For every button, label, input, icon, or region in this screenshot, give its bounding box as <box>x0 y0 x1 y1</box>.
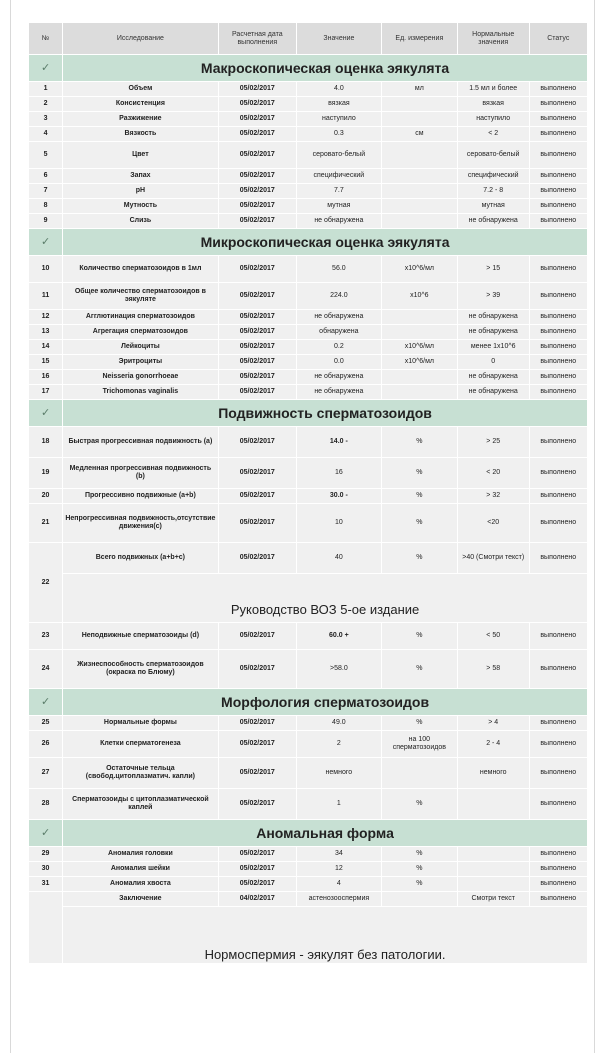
test-name: Количество сперматозоидов в 1мл <box>63 256 218 282</box>
table-row <box>29 214 587 228</box>
test-date: 05/02/2017 <box>219 127 296 141</box>
test-norm: мутная <box>458 199 529 213</box>
test-value: наступило <box>297 112 381 126</box>
table-row <box>29 650 587 688</box>
test-unit <box>382 310 457 324</box>
section-header <box>29 820 587 846</box>
test-unit: % <box>382 504 457 542</box>
test-status: выполнено <box>530 543 587 573</box>
test-unit: x10^6/мл <box>382 340 457 354</box>
test-value: 0.3 <box>297 127 381 141</box>
header-status: Статус <box>530 23 587 54</box>
test-value: 7.7 <box>297 184 381 198</box>
table-row <box>29 325 587 339</box>
test-date: 05/02/2017 <box>219 169 296 183</box>
test-status: выполнено <box>530 112 587 126</box>
row-number: 3 <box>29 112 62 126</box>
table-row <box>29 184 587 198</box>
test-name: Слизь <box>63 214 218 228</box>
test-unit <box>382 169 457 183</box>
test-unit: % <box>382 623 457 649</box>
test-unit: % <box>382 650 457 688</box>
test-norm <box>458 789 529 819</box>
test-date: 05/02/2017 <box>219 862 296 876</box>
test-norm: > 39 <box>458 283 529 309</box>
test-unit: % <box>382 458 457 488</box>
test-value: серовато-белый <box>297 142 381 168</box>
test-name: Сперматозоиды с цитоплазматической каплей <box>63 789 218 819</box>
test-date: 05/02/2017 <box>219 543 296 573</box>
test-status: выполнено <box>530 504 587 542</box>
test-value: 4 <box>297 877 381 891</box>
test-date: 05/02/2017 <box>219 623 296 649</box>
test-name: Эритроциты <box>63 355 218 369</box>
test-name: Жизнеспособность сперматозоидов (окраска по Блюму) <box>63 650 218 688</box>
results-body <box>29 55 587 963</box>
test-name: Медленная прогрессивная подвижность (b) <box>63 458 218 488</box>
table-row <box>29 758 587 788</box>
test-unit <box>382 758 457 788</box>
test-value: 12 <box>297 862 381 876</box>
test-date: 05/02/2017 <box>219 650 296 688</box>
test-status: выполнено <box>530 458 587 488</box>
test-date: 05/02/2017 <box>219 310 296 324</box>
row-number: 23 <box>29 623 62 649</box>
test-status: выполнено <box>530 214 587 228</box>
table-row <box>29 370 587 384</box>
test-norm: 0 <box>458 355 529 369</box>
table-row <box>29 427 587 457</box>
test-unit: см <box>382 127 457 141</box>
test-name: Заключение <box>63 892 218 906</box>
test-norm: специфический <box>458 169 529 183</box>
test-name: Консистенция <box>63 97 218 111</box>
row-number: 1 <box>29 82 62 96</box>
test-status: выполнено <box>530 169 587 183</box>
test-unit: % <box>382 716 457 730</box>
test-norm: не обнаружена <box>458 325 529 339</box>
test-norm: > 15 <box>458 256 529 282</box>
test-name: Клетки сперматогенеза <box>63 731 218 757</box>
test-date: 05/02/2017 <box>219 142 296 168</box>
test-unit: % <box>382 862 457 876</box>
row-number: 11 <box>29 283 62 309</box>
test-date: 05/02/2017 <box>219 355 296 369</box>
test-norm: не обнаружена <box>458 214 529 228</box>
test-name: Вязкость <box>63 127 218 141</box>
test-norm: Смотри текст <box>458 892 529 906</box>
test-date: 05/02/2017 <box>219 256 296 282</box>
test-name: pH <box>63 184 218 198</box>
test-status: выполнено <box>530 385 587 399</box>
row-number: 25 <box>29 716 62 730</box>
test-norm: наступило <box>458 112 529 126</box>
table-row <box>29 340 587 354</box>
test-norm: > 32 <box>458 489 529 503</box>
row-number: 16 <box>29 370 62 384</box>
test-status: выполнено <box>530 623 587 649</box>
test-unit <box>382 97 457 111</box>
table-row <box>29 458 587 488</box>
header-number: № <box>29 23 62 54</box>
test-norm: 1.5 мл и более <box>458 82 529 96</box>
test-norm: серовато-белый <box>458 142 529 168</box>
header-norm: Нормальные значения <box>458 23 529 54</box>
row-number: 20 <box>29 489 62 503</box>
test-status: выполнено <box>530 310 587 324</box>
test-date: 05/02/2017 <box>219 789 296 819</box>
test-unit <box>382 184 457 198</box>
test-status: выполнено <box>530 97 587 111</box>
section-header <box>29 689 587 715</box>
test-status: выполнено <box>530 489 587 503</box>
row-number: 31 <box>29 877 62 891</box>
test-name: Neisseria gonorrhoeae <box>63 370 218 384</box>
test-status: выполнено <box>530 199 587 213</box>
test-status: выполнено <box>530 82 587 96</box>
test-unit: % <box>382 789 457 819</box>
test-status: выполнено <box>530 892 587 906</box>
row-number: 17 <box>29 385 62 399</box>
test-name: Запах <box>63 169 218 183</box>
test-date: 05/02/2017 <box>219 847 296 861</box>
test-norm: >40 (Смотри текст) <box>458 543 529 573</box>
test-date: 05/02/2017 <box>219 489 296 503</box>
check-icon: ✓ <box>29 55 62 81</box>
test-value: 0.0 <box>297 355 381 369</box>
test-name: Агрегация сперматозоидов <box>63 325 218 339</box>
test-status: выполнено <box>530 427 587 457</box>
table-row <box>29 112 587 126</box>
test-name: Цвет <box>63 142 218 168</box>
row-number: 22 <box>29 543 62 622</box>
row-number: 2 <box>29 97 62 111</box>
row-number: 6 <box>29 169 62 183</box>
table-row <box>29 385 587 399</box>
section-title: Подвижность сперматозоидов <box>63 400 587 426</box>
test-status: выполнено <box>530 847 587 861</box>
table-row <box>29 489 587 503</box>
test-date: 05/02/2017 <box>219 385 296 399</box>
test-name: Trichomonas vaginalis <box>63 385 218 399</box>
test-name: Непрогрессивная подвижность,отсутствие движения(c) <box>63 504 218 542</box>
row-number: 15 <box>29 355 62 369</box>
test-status: выполнено <box>530 370 587 384</box>
table-row <box>29 731 587 757</box>
section-header <box>29 55 587 81</box>
row-number: 5 <box>29 142 62 168</box>
conclusion-row <box>29 907 587 963</box>
table-row <box>29 355 587 369</box>
test-unit <box>382 385 457 399</box>
test-unit <box>382 892 457 906</box>
test-date: 05/02/2017 <box>219 283 296 309</box>
row-number: 10 <box>29 256 62 282</box>
test-norm: не обнаружена <box>458 310 529 324</box>
test-unit <box>382 199 457 213</box>
test-norm: < 50 <box>458 623 529 649</box>
test-date: 05/02/2017 <box>219 504 296 542</box>
check-icon: ✓ <box>29 689 62 715</box>
test-norm: < 2 <box>458 127 529 141</box>
test-unit <box>382 370 457 384</box>
test-date: 05/02/2017 <box>219 370 296 384</box>
header-date: Расчетная дата выполнения <box>219 23 296 54</box>
test-norm: менее 1x10^6 <box>458 340 529 354</box>
test-name: Быстрая прогрессивная подвижность (a) <box>63 427 218 457</box>
test-date: 05/02/2017 <box>219 758 296 788</box>
section-header <box>29 400 587 426</box>
test-status: выполнено <box>530 325 587 339</box>
test-value: 30.0 - <box>297 489 381 503</box>
test-status: выполнено <box>530 142 587 168</box>
table-row <box>29 256 587 282</box>
test-value: обнаружена <box>297 325 381 339</box>
row-number: 28 <box>29 789 62 819</box>
row-number: 18 <box>29 427 62 457</box>
test-value: немного <box>297 758 381 788</box>
header-test: Исследование <box>63 23 218 54</box>
note-row <box>29 574 587 622</box>
row-number: 21 <box>29 504 62 542</box>
section-title: Аномальная форма <box>63 820 587 846</box>
row-number: 19 <box>29 458 62 488</box>
section-title: Морфология сперматозоидов <box>63 689 587 715</box>
test-name: Аномалия шейки <box>63 862 218 876</box>
test-name: Остаточные тельца (свобод.цитоплазматич. капли) <box>63 758 218 788</box>
test-status: выполнено <box>530 127 587 141</box>
test-name: Аномалия головки <box>63 847 218 861</box>
table-row <box>29 623 587 649</box>
test-value: 16 <box>297 458 381 488</box>
row-number: 7 <box>29 184 62 198</box>
test-status: выполнено <box>530 731 587 757</box>
test-status: выполнено <box>530 283 587 309</box>
test-unit: % <box>382 427 457 457</box>
test-unit: % <box>382 847 457 861</box>
test-unit <box>382 112 457 126</box>
table-row <box>29 169 587 183</box>
test-name: Объем <box>63 82 218 96</box>
table-row <box>29 504 587 542</box>
test-name: Агглютинация сперматозоидов <box>63 310 218 324</box>
row-number: 27 <box>29 758 62 788</box>
test-norm: 7.2 - 8 <box>458 184 529 198</box>
test-name: Прогрессивно подвижные (a+b) <box>63 489 218 503</box>
test-status: выполнено <box>530 877 587 891</box>
table-row <box>29 310 587 324</box>
section-header <box>29 229 587 255</box>
test-value: 34 <box>297 847 381 861</box>
test-status: выполнено <box>530 340 587 354</box>
test-name: Неподвижные сперматозоиды (d) <box>63 623 218 649</box>
table-row <box>29 862 587 876</box>
test-status: выполнено <box>530 862 587 876</box>
row-number: 14 <box>29 340 62 354</box>
row-number: 4 <box>29 127 62 141</box>
test-norm <box>458 877 529 891</box>
test-norm: <20 <box>458 504 529 542</box>
table-row <box>29 127 587 141</box>
row-number: 29 <box>29 847 62 861</box>
test-norm: > 4 <box>458 716 529 730</box>
section-title: Микроскопическая оценка эякулята <box>63 229 587 255</box>
table-row <box>29 543 587 573</box>
row-number: 8 <box>29 199 62 213</box>
test-unit: % <box>382 489 457 503</box>
test-name: Разжижение <box>63 112 218 126</box>
test-date: 05/02/2017 <box>219 731 296 757</box>
test-name: Нормальные формы <box>63 716 218 730</box>
test-value: вязкая <box>297 97 381 111</box>
test-norm: вязкая <box>458 97 529 111</box>
test-unit: x10^6/мл <box>382 355 457 369</box>
test-unit: % <box>382 543 457 573</box>
test-unit <box>382 325 457 339</box>
test-date: 05/02/2017 <box>219 427 296 457</box>
test-value: 224.0 <box>297 283 381 309</box>
test-norm: не обнаружена <box>458 370 529 384</box>
test-norm <box>458 862 529 876</box>
table-row <box>29 789 587 819</box>
test-value: не обнаружена <box>297 214 381 228</box>
table-row <box>29 82 587 96</box>
test-date: 05/02/2017 <box>219 112 296 126</box>
test-value: 56.0 <box>297 256 381 282</box>
check-icon: ✓ <box>29 400 62 426</box>
test-date: 05/02/2017 <box>219 199 296 213</box>
test-name: Лейкоциты <box>63 340 218 354</box>
test-value: не обнаружена <box>297 385 381 399</box>
test-unit: на 100 сперматозоидов <box>382 731 457 757</box>
row-number: 30 <box>29 862 62 876</box>
row-number: 26 <box>29 731 62 757</box>
check-icon: ✓ <box>29 820 62 846</box>
test-value: не обнаружена <box>297 370 381 384</box>
note-text: Руководство ВОЗ 5-ое издание <box>63 574 587 622</box>
test-date: 05/02/2017 <box>219 877 296 891</box>
check-icon: ✓ <box>29 229 62 255</box>
test-value: 60.0 + <box>297 623 381 649</box>
test-value: 10 <box>297 504 381 542</box>
test-date: 05/02/2017 <box>219 214 296 228</box>
test-status: выполнено <box>530 256 587 282</box>
results-table <box>28 22 588 964</box>
test-name: Общее количество сперматозоидов в эякуляте <box>63 283 218 309</box>
table-row <box>29 142 587 168</box>
table-row <box>29 716 587 730</box>
header-value: Значение <box>297 23 381 54</box>
test-norm: не обнаружена <box>458 385 529 399</box>
test-unit: мл <box>382 82 457 96</box>
test-status: выполнено <box>530 650 587 688</box>
test-norm <box>458 847 529 861</box>
test-date: 05/02/2017 <box>219 82 296 96</box>
table-row <box>29 97 587 111</box>
test-value: 49.0 <box>297 716 381 730</box>
header-unit: Ед. измерения <box>382 23 457 54</box>
test-status: выполнено <box>530 789 587 819</box>
test-date: 05/02/2017 <box>219 184 296 198</box>
header-row <box>29 23 587 54</box>
test-value: астенозооспермия <box>297 892 381 906</box>
test-norm: немного <box>458 758 529 788</box>
test-value: специфический <box>297 169 381 183</box>
test-norm: > 58 <box>458 650 529 688</box>
test-value: 2 <box>297 731 381 757</box>
test-value: 40 <box>297 543 381 573</box>
conclusion-text: Нормоспермия - эякулят без патологии. <box>63 907 587 963</box>
row-number: 13 <box>29 325 62 339</box>
test-unit: x10^6/мл <box>382 256 457 282</box>
test-status: выполнено <box>530 184 587 198</box>
test-value: 1 <box>297 789 381 819</box>
section-title: Макроскопическая оценка эякулята <box>63 55 587 81</box>
row-number: 9 <box>29 214 62 228</box>
test-unit: x10^6 <box>382 283 457 309</box>
row-number: 12 <box>29 310 62 324</box>
test-norm: 2 - 4 <box>458 731 529 757</box>
row-number <box>29 892 62 963</box>
test-value: 4.0 <box>297 82 381 96</box>
test-value: 14.0 - <box>297 427 381 457</box>
test-value: мутная <box>297 199 381 213</box>
test-status: выполнено <box>530 716 587 730</box>
row-number: 24 <box>29 650 62 688</box>
test-status: выполнено <box>530 758 587 788</box>
test-name: Мутность <box>63 199 218 213</box>
test-value: не обнаружена <box>297 310 381 324</box>
test-unit: % <box>382 877 457 891</box>
test-norm: > 25 <box>458 427 529 457</box>
test-norm: < 20 <box>458 458 529 488</box>
test-value: 0.2 <box>297 340 381 354</box>
test-date: 05/02/2017 <box>219 458 296 488</box>
test-name: Аномалия хвоста <box>63 877 218 891</box>
test-date: 04/02/2017 <box>219 892 296 906</box>
test-unit <box>382 142 457 168</box>
test-value: >58.0 <box>297 650 381 688</box>
test-date: 05/02/2017 <box>219 97 296 111</box>
test-status: выполнено <box>530 355 587 369</box>
table-row <box>29 847 587 861</box>
test-name: Всего подвижных (a+b+c) <box>63 543 218 573</box>
table-row <box>29 892 587 906</box>
test-date: 05/02/2017 <box>219 340 296 354</box>
table-row <box>29 283 587 309</box>
test-unit <box>382 214 457 228</box>
table-row <box>29 877 587 891</box>
test-date: 05/02/2017 <box>219 325 296 339</box>
test-date: 05/02/2017 <box>219 716 296 730</box>
table-row <box>29 199 587 213</box>
